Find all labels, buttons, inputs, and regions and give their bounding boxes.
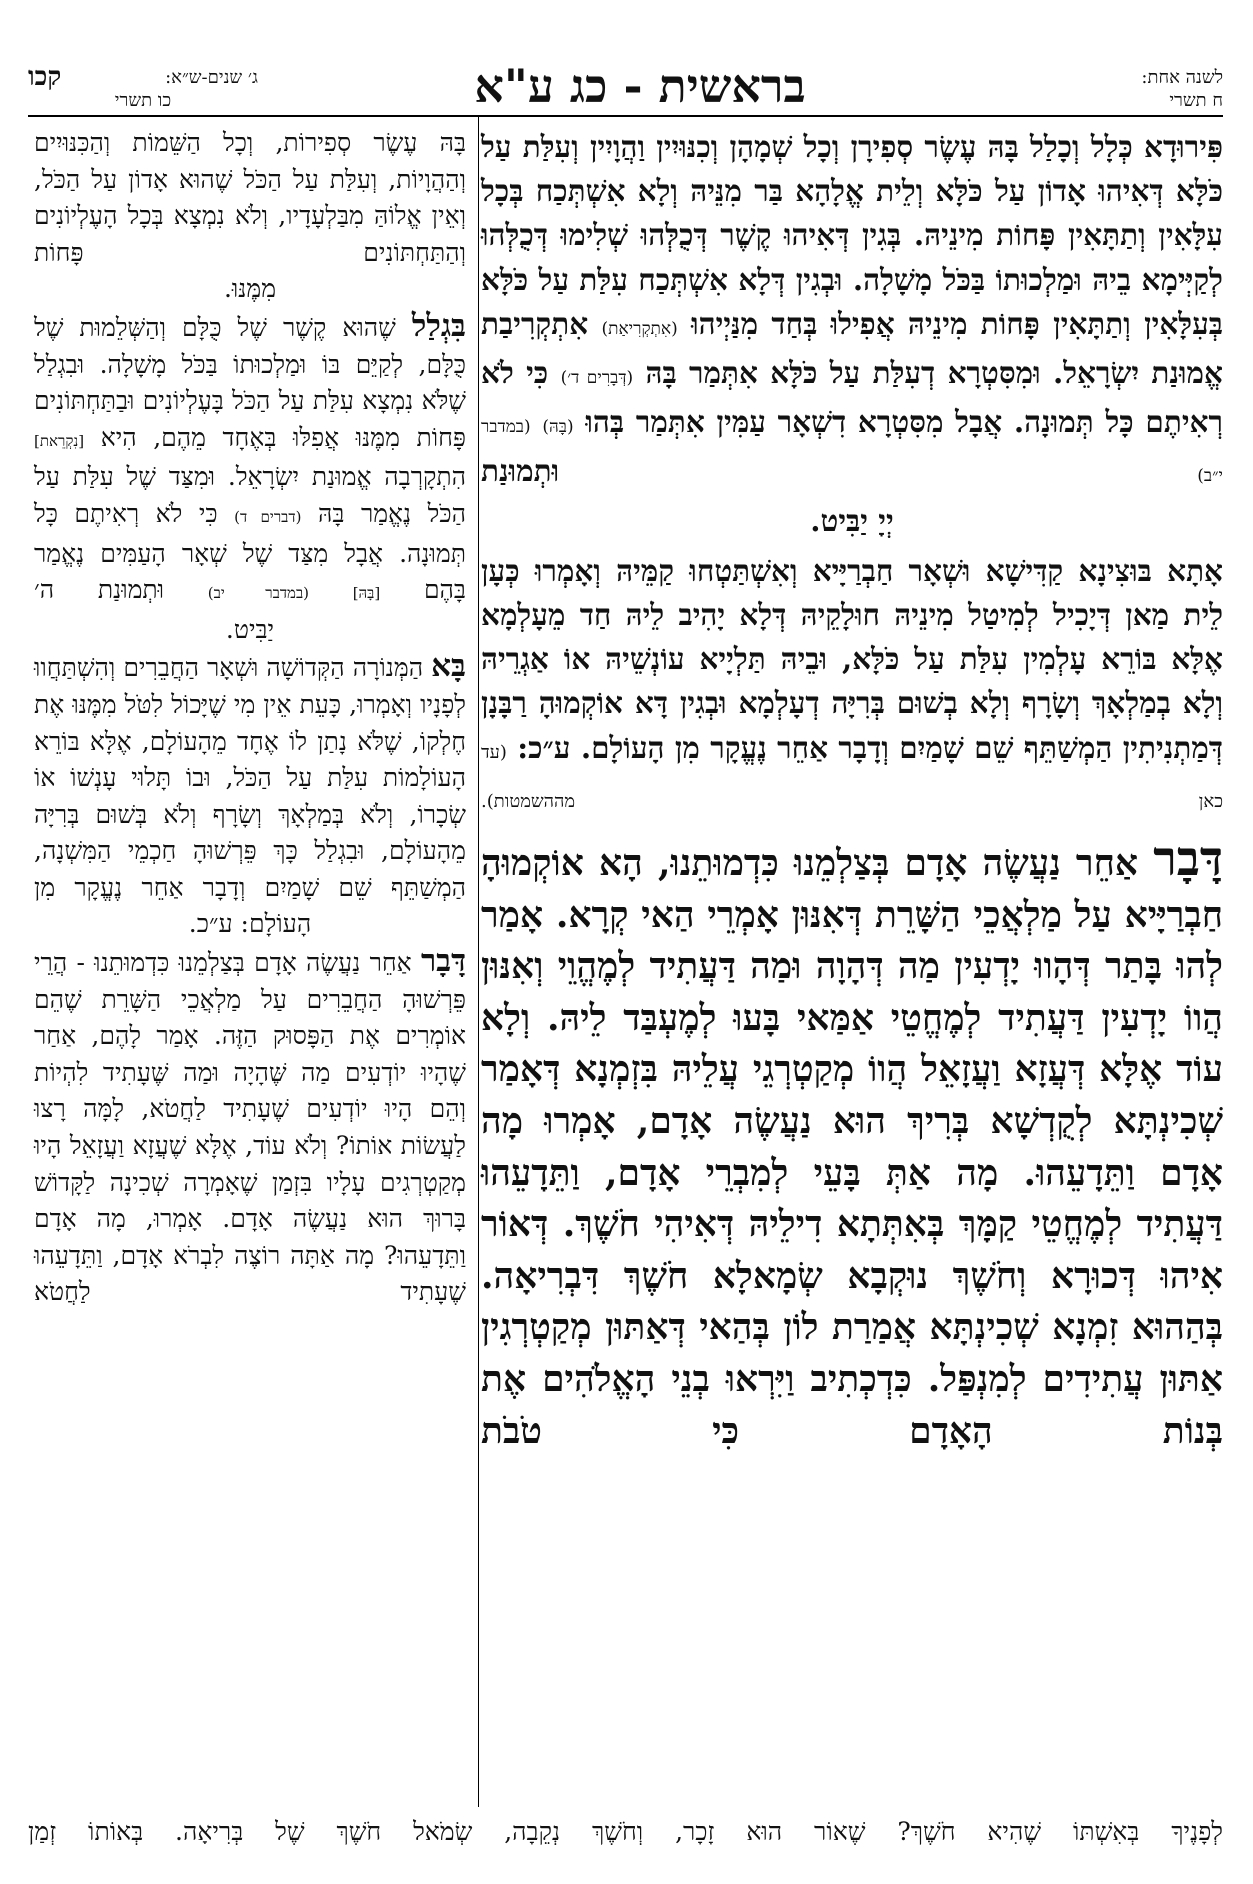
side-s2-note2: (דברים ד) xyxy=(234,507,302,526)
page-number: קכו xyxy=(28,62,62,92)
side-paragraph-1 xyxy=(34,125,466,308)
side-s2b: הִתְקָרְבָה אֱמוּנַת יִשְׂרָאֵל. וּמִצַּד שֶׁל עִלַּת עַל הַכֹּל נֶאֱמַר בָּהּ xyxy=(34,462,466,528)
side-s2-note3: [בָּהּ] xyxy=(352,584,381,603)
main-para1-note1: (אִתְקְרִיאַת) xyxy=(601,318,678,339)
side-column xyxy=(34,125,466,1311)
main-para1-note4: (במדבר י״ב) xyxy=(481,417,1223,487)
header-right-line1: לשנה אחת: xyxy=(1141,67,1223,88)
main-para1-text3: כִּי לֹא רְאִיתֶם כָּל תְּמוּנָה. אֲבָל מִסִּטְרָא דִשְׁאָר עַמִּין אִתְּמַר בְּהוּ xyxy=(481,355,1223,440)
main-para1-note2: (דְּבָרִים ד׳) xyxy=(560,368,634,389)
side-s4-open-word: דָּבָר xyxy=(420,943,467,980)
side-s2c: כִּי לֹא רְאִיתֶם כָּל תְּמוּנָה. אֲבָל מִצַּד שֶׁל שְׁאָר הָעַמִּים נֶאֱמַר בָּהֶם xyxy=(34,498,466,605)
main-para3-open-word: דָּבָר xyxy=(1153,831,1223,888)
main-para1-text: פִּירוּדָא כְּלָל וְכָלַל בָּהּ עֶשֶׂר סְפִירָן וְכָל שְׁמָהָן וְכִנּוּיִין וַהֲוָיִין וְעִלַּת עַל כֹּלָּא דְּאִיהוּ אָדוֹן עַל כֹּלָּא וְלֵית אֱלָהָא בַּר מִנֵּיהּ וְלָא אִשְׁתְּכַח בְּכָל עִלָּאִין וְתַתָּאִין פָּחוֹת מִינֵיהּ. בְּגִין דְּאִיהוּ קֶשֶׁר דְּכֻלְּהוּ שְׁלִימוּ דְּכֻלְּהוּ לְקַיְּימָא בֵיהּ וּמַלְכוּתוֹ בַּכֹּל מָשָׁלָה. וּבְגִין דְּלָא אִשְׁתְּכַח עִלַּת עַל כֹּלָּא בְּעִלָּאִין וְתַתָּאִין פָּחוֹת מִינֵיהּ אֲפִילוּ בְּחַד מִנַּיְיהוּ xyxy=(481,129,1223,341)
side-s2-note4: (במדבר יב) xyxy=(207,584,310,603)
side-s1-end: מִמֶּנּוּ. xyxy=(223,274,277,304)
side-paragraph-4 xyxy=(34,943,466,1311)
header-left-line2: כו תשרי xyxy=(114,90,172,111)
side-s2d: וּתְמוּנַת ה׳ xyxy=(34,575,165,605)
main-para1-text2: אִתְקְרִיבַת אֱמוּנַת יִשְׂרָאֵל. וּמִסִּטְרָא דְעִלַּת עַל כֹּלָּא אִתְּמַר בָּהּ xyxy=(481,305,1223,391)
side-s3-end: הָעוֹלָם: ע״כ. xyxy=(188,909,312,939)
side-s3: הַמְּנוֹרָה הַקְּדוֹשָׁה וּשְׁאָר הַחֲבֵרִים וְהִשְׁתַּחֲווּ לְפָנָיו וְאָמְרוּ, כָּעֵת אֵין מִי שֶׁיָּכוֹל לִטֹּל מִמֶּנּוּ אֶת חֶלְקוֹ, שֶׁלֹּא נָתַן לוֹ אֶחָד מֵהָעוֹלָם, אֶלָּא בּוֹרֵא הָעוֹלָמוֹת עִלַּת עַל הַכֹּל, וּבוֹ תָּלוּי עָנְשׁוֹ אוֹ שְׂכָרוֹ, וְלֹא בְּמַלְאָךְ וְשָׂרָף וְלֹא בְּשׁוּם בְּרִיָּה מֵהָעוֹלָם, וּבִגְלַל כָּךְ פֵּרְשׁוּהָ חַכְמֵי הַמִּשְׁנָה, הַמְשַׁתֵּף שֵׁם שָׁמַיִם וְדָבָר אַחֵר נֶעֱקָר מִן xyxy=(34,653,466,902)
side-s3-open-word: בָּא xyxy=(431,648,466,685)
main-para1-note3: (בָּהּ) xyxy=(542,417,574,438)
main-paragraph-1 xyxy=(481,125,1223,543)
main-column xyxy=(481,125,1223,1457)
side-paragraph-2 xyxy=(34,308,466,648)
header-left xyxy=(28,62,258,112)
main-para2-note: (עד כאן מההשמטות). xyxy=(481,741,1223,812)
main-para3-text: אַחֵר נַעֲשֶׂה אָדָם בְּצַלְמֵנוּ כִּדְמוּתֵנוּ, הָא אוֹקְמוּהָ חַבְרַיָּיא עַל מַלְאֲכֵי הַשָּׁרֵת דְּאִנּוּן אָמְרֵי הַאי קְרָא. אָמַר לְהוּ בָּתַר דְּהָווּ יָדְעִין מַה דְּהָוָה וּמַה דַּעֲתִיד לְמֶהֱוֵי וְאִנּוּן הֲווֹ יָדְעִין דַּעֲתִיד לְמֶחֱטֵי אַמַּאי בָּעוּ לְמֶעְבַּד לֵיהּ. וְלָא עוֹד אֶלָּא דְּעֲזָא וַעֲזָאֵל הֲווֹ מְקַטְרְגֵי עֲלֵיהּ בִּזְמְנָא דְּאָמַר שְׁכִינְתָּא לְקֻדְשָׁא בְּרִיךְ הוּא נַעֲשֶׂה אָדָם, אָמְרוּ מָה אָדָם וַתֵּדָעֵהוּ. מָה אַתְּ בָּעֵי לְמִבְרֵי אָדָם, וַתֵּדָעֵהוּ דַּעֲתִיד לְמֶחֱטֵי קַמָּךְ בְּאִתְּתָא דִילֵיהּ דְּאִיהִי חֹשֶׁךְ. דְּאוֹר אִיהוּ דְּכוּרָא וְחֹשֶׁךְ נוּקְבָא שְׂמָאלָא חֹשֶׁךְ דִּבְרִיאָה. בְּהַהוּא זִמְנָא שְׁכִינְתָּא אֲמַרַת לוֹן בְּהַאי דְּאַתּוּן מְקַטְרְגִין אַתּוּן עֲתִידִים לְמִנְפַּל. כִּדְכְתִיב וַיִּרְאוּ בְנֵי הָאֱלֹהִים אֶת בְּנוֹת הָאָדָם כִּי טֹבֹת xyxy=(481,842,1224,1452)
side-s1: בָּהּ עֶשֶׂר סְפִירוֹת, וְכָל הַשֵּׁמוֹת וְהַכִּנּוּיִים וְהַהֲוָיוֹת, וְעִלַּת עַל הַכֹּל שֶׁהוּא אָדוֹן עַל הַכֹּל, וְאֵין אֱלוֹהַּ מִבַּלְעָדָיו, וְלֹא נִמְצָא בְּכָל הָעֶלְיוֹנִים וְהַתַּחְתּוֹנִים פָּחוֹת xyxy=(34,128,466,267)
header-right xyxy=(1048,66,1223,112)
header-rule xyxy=(28,115,1223,117)
main-para1-text4: וּתְמוּנַת xyxy=(481,453,560,489)
side-paragraph-3 xyxy=(34,648,466,943)
header-left-line1: ג׳ שנים-ש״א: xyxy=(165,67,258,88)
side-s2-open-word: בִּגְלַל xyxy=(411,307,466,344)
bottom-continuation-line: לְפָנֶיךָ בְּאִשְׁתּוֹ שֶׁהִיא חֹשֶׁךְ? שֶׁאוֹר הוּא זָכָר, וְחֹשֶׁךְ נְקֵבָה, שְׂמֹאל חֹשֶׁךְ שֶׁל בְּרִיאָה. בְּאוֹתוֹ זְמַן xyxy=(28,1817,1223,1846)
side-s2-note1: [נִקְרֵאת] xyxy=(34,431,85,450)
main-para1-end: יְיָ יַבִּיט. xyxy=(810,502,894,538)
main-para2-text: אָתָא בּוּצִינָא קַדִּישָׁא וּשְׁאָר חַבְרַיָּיא וְאִשְׁתַּטְחוּ קַמֵּיהּ וְאָמְרוּ כְּעָן לֵית מַאן דְּיָכִיל לְמִיטַל מִינֵיהּ חוּלָקֵיהּ דְּלָא יָהִיב לֵיהּ חַד מֵעָלְמָא אֶלָּא בּוֹרֵא עָלְמִין עִלַּת עַל כֹּלָּא, וּבֵיהּ תַּלְיָיא עוֹנְשֵׁיהּ אוֹ אַגְרֵיהּ וְלָא בְמַלְאָךְ וְשָׂרָף וְלָא בְשׁוּם בְּרִיָּה דְעָלְמָא וּבְגִין דָּא אוֹקְמוּהָ רַבָּנָן דְּמַתְנִיתִין הַמְשַׁתֵּף שֵׁם שָׁמַיִם וְדָבָר אַחֵר נֶעֱקָר מִן הָעוֹלָם. ע״כ: xyxy=(481,552,1223,765)
side-s4: אַחֵר נַעֲשֶׂה אָדָם בְּצַלְמֵנוּ כִּדְמוּתֵנוּ - הֲרֵי פֵּרְשׁוּהָ הַחֲבֵרִים עַל מַלְאֲכֵי הַשָּׁרֵת שֶׁהֵם אוֹמְרִים אֶת הַפָּסוּק הַזֶּה. אָמַר לָהֶם, אַחַר שֶׁהָיוּ יוֹדְעִים מַה שֶּׁהָיָה וּמַה שֶּׁעָתִיד לִהְיוֹת וְהֵם הָיוּ יוֹדְעִים שֶׁעָתִיד לַחֲטֹא, לָמָּה רָצוּ לַעֲשׂוֹת אוֹתוֹ? וְלֹא עוֹד, אֶלָּא שֶׁעֲזָא וַעֲזָאֵל הָיוּ מְקַטְרְגִים עָלָיו בִּזְמַן שֶׁאָמְרָה שְׁכִינָה לַקָּדוֹשׁ בָּרוּךְ הוּא נַעֲשֶׂה אָדָם. אָמְרוּ, מָה אָדָם וַתֵּדָעֵהוּ? מָה אַתָּה רוֹצֶה לִבְרֹא אָדָם, וַתֵּדָעֵהוּ שֶׁעָתִיד לַחֲטֹא xyxy=(34,948,466,1307)
page-title: בראשית - כג ע"א xyxy=(474,59,806,113)
header-right-line2: ח תשרי xyxy=(1169,90,1223,111)
side-s2-end: יַבִּיט. xyxy=(225,614,275,644)
side-s2: שֶׁהוּא קֶשֶׁר שֶׁל כֻּלָּם וְהַשְּׁלֵמוּת שֶׁל כֻּלָּם, לְקַיֵּם בּוֹ וּמַלְכוּתוֹ בַּכֹּל מָשָׁלָה. וּבִגְלַל שֶׁלֹּא נִמְצָא עִלַּת עַל הַכֹּל בָּעֶלְיוֹנִים וּבַתַּחְתּוֹנִים פָּחוֹת מִמֶּנּוּ אֲפִלּוּ בְּאֶחָד מֵהֶם, הִיא xyxy=(34,312,466,452)
main-paragraph-2 xyxy=(481,549,1223,824)
column-divider xyxy=(478,117,479,1807)
main-paragraph-3 xyxy=(481,831,1224,1457)
